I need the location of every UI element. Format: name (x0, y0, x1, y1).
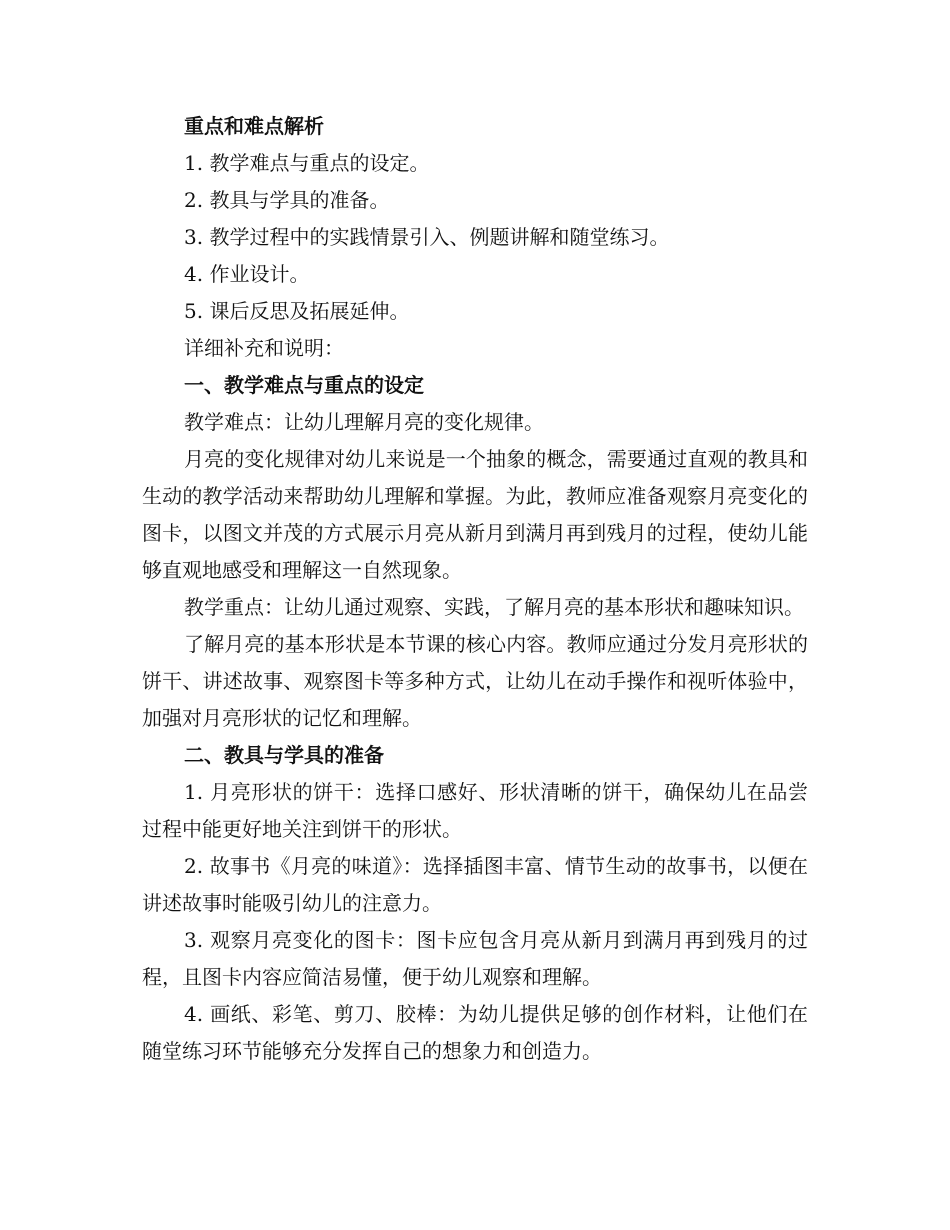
list-item: 4. 作业设计。 (184, 262, 310, 286)
prep-item: 3. 观察月亮变化的图卡：图卡应包含月亮从新月到满月再到残月的过程，且图卡内容应简洁易懂，便于幼儿观察和理解。 (142, 928, 808, 989)
list-item: 2. 教具与学具的准备。 (184, 188, 390, 212)
prep-item: 1. 月亮形状的饼干：选择口感好、形状清晰的饼干，确保幼儿在品尝过程中能更好地关注到饼干的形状。 (142, 780, 808, 841)
section-heading: 重点和难点解析 (184, 114, 324, 138)
list-item: 3. 教学过程中的实践情景引入、例题讲解和随堂练习。 (184, 225, 670, 249)
difficulty-detail-paragraph: 月亮的变化规律对幼儿来说是一个抽象的概念，需要通过直观的教具和生动的教学活动来帮助幼儿理解和掌握。为此，教师应准备观察月亮变化的图卡，以图文并茂的方式展示月亮从新月到满月再到残月的过程，使幼儿能够直观地感受和理解这一自然现象。 (142, 447, 808, 582)
difficulty-paragraph: 教学难点：让幼儿理解月亮的变化规律。 (184, 410, 544, 434)
prep-item: 2. 故事书《月亮的味道》：选择插图丰富、情节生动的故事书，以便在讲述故事时能吸引幼儿的注意力。 (142, 854, 808, 915)
intro-paragraph: 详细补充和说明： (184, 336, 344, 360)
document-page (142, 108, 808, 1070)
list-item: 5. 课后反思及拓展延伸。 (184, 299, 410, 323)
section-title-2: 二、教具与学具的准备 (184, 743, 384, 767)
prep-item: 4. 画纸、彩笔、剪刀、胶棒：为幼儿提供足够的创作材料，让他们在随堂练习环节能够充分发挥自己的想象力和创造力。 (142, 1002, 808, 1063)
focus-detail-paragraph: 了解月亮的基本形状是本节课的核心内容。教师应通过分发月亮形状的饼干、讲述故事、观察图卡等多种方式，让幼儿在动手操作和视听体验中，加强对月亮形状的记忆和理解。 (142, 632, 808, 730)
list-item: 1. 教学难点与重点的设定。 (184, 151, 430, 175)
section-title-1: 一、教学难点与重点的设定 (184, 373, 424, 397)
focus-paragraph: 教学重点：让幼儿通过观察、实践，了解月亮的基本形状和趣味知识。 (184, 595, 804, 619)
